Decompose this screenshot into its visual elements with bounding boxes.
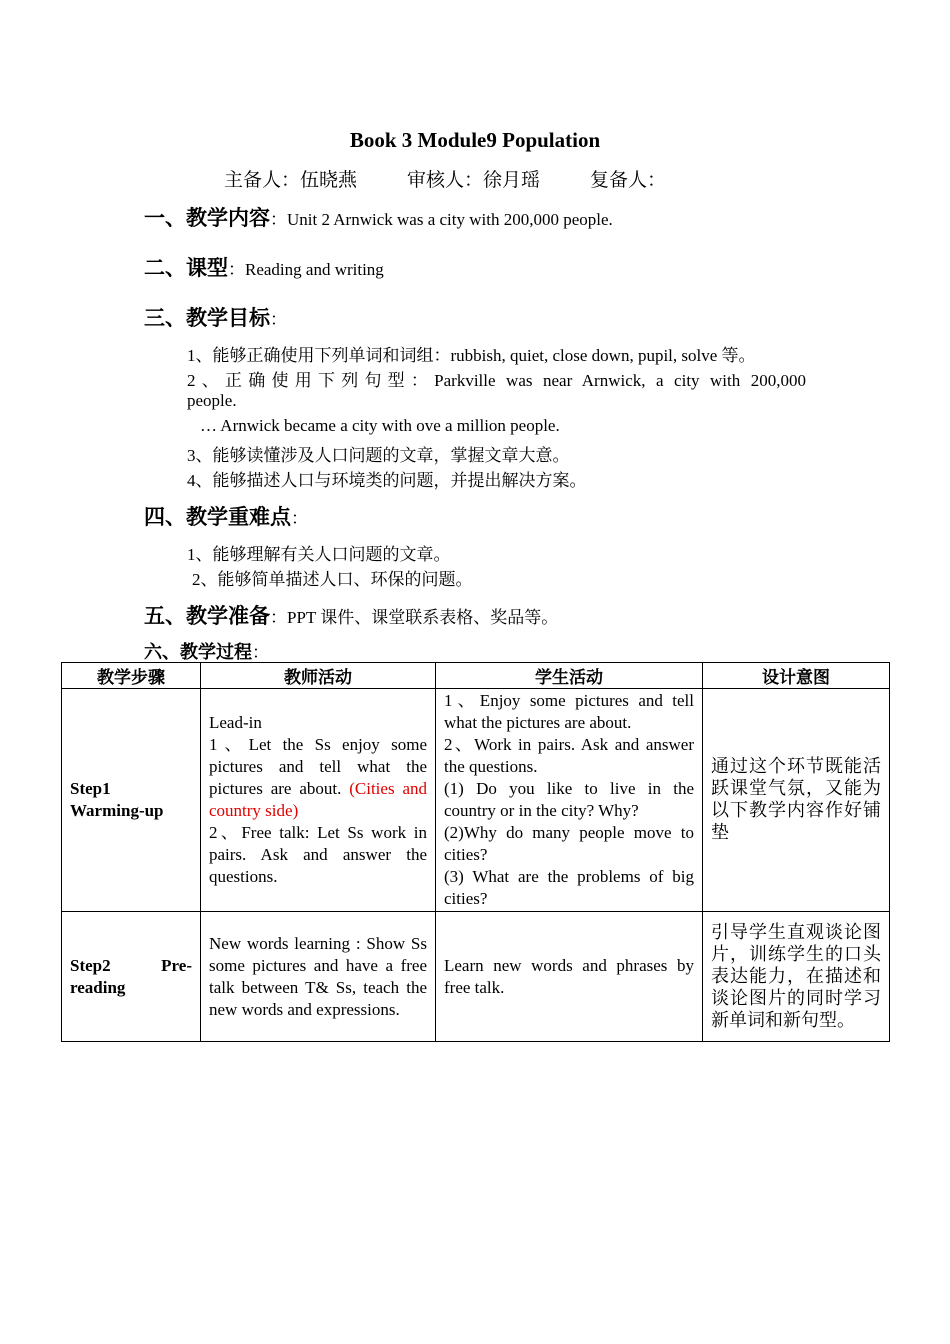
section-colon: ：: [252, 643, 269, 662]
section-preparation: [144, 600, 558, 630]
section-heading: 六、教学过程: [144, 642, 252, 663]
header-teacher: 教师活动: [201, 663, 436, 689]
student-line: (2)Why do many people move to cities?: [444, 823, 694, 864]
student-line: 1、Enjoy some pictures and tell what the pictures are about.: [444, 691, 694, 732]
student-line: 2、Work in pairs. Ask and answer the questions.: [444, 735, 694, 776]
section-key-points: [144, 501, 308, 531]
header-step: 教学步骤: [62, 663, 201, 689]
teacher-line: Lead-in: [209, 713, 262, 732]
header-student: 学生活动: [436, 663, 703, 689]
design-intent-cell: 通过这个环节既能活跃课堂气氛，又能为以下教学内容作好铺垫: [703, 689, 890, 912]
process-table: [61, 662, 890, 1042]
teacher-line: 1、Let the Ss enjoy some pictures and tell what the pictures are about.: [209, 735, 427, 798]
goal-item: 3、能够读懂涉及人口问题的文章，掌握文章大意。: [187, 446, 570, 465]
section-process: [144, 638, 269, 664]
goal-item: 2、正确使用下列句型：Parkville was near Arnwick, a city with 200,000: [187, 371, 806, 390]
reviewer: 审核人：徐月瑶: [407, 169, 541, 191]
student-activity-cell: [436, 689, 703, 912]
step-cell: Step2 Pre-reading: [62, 912, 201, 1042]
table-row: [62, 912, 890, 1042]
step-name: Warming-up: [70, 801, 164, 820]
step-cell: [62, 689, 201, 912]
section-colon: ：: [270, 310, 287, 329]
table-header-row: [62, 663, 890, 689]
section-text: ：PPT 课件、课堂联系表格、奖品等。: [270, 608, 559, 627]
goal-item: 4、能够描述人口与环境类的问题，并提出解决方案。: [187, 471, 587, 490]
header-intent: 设计意图: [703, 663, 890, 689]
preparers-line: [224, 165, 716, 192]
document-title: Book 3 Module9 Population: [349, 128, 601, 152]
section-type: [144, 252, 384, 282]
section-text: ：Reading and writing: [228, 260, 384, 279]
section-heading: 五、教学准备: [144, 604, 270, 628]
section-heading: 二、课型: [144, 256, 228, 280]
design-intent-cell: 引导学生直观谈论图片，训练学生的口头表达能力，在描述和谈论图片的同时学习新单词和新句型。: [703, 912, 890, 1042]
section-heading: 四、教学重难点: [144, 505, 291, 529]
section-text: ：Unit 2 Arnwick was a city with 200,000 people.: [270, 210, 613, 229]
co-preparer: 复备人：: [590, 169, 667, 191]
step-label: Step1: [70, 779, 111, 798]
section-goals: [144, 302, 287, 332]
teacher-line: 2、Free talk: Let Ss work in pairs. Ask and answer the questions.: [209, 823, 427, 886]
main-preparer: 主备人：伍晓燕: [224, 169, 358, 191]
key-point-item: 1、能够理解有关人口问题的文章。: [187, 545, 451, 564]
section-heading: 一、教学内容: [144, 206, 270, 230]
student-activity-cell: Learn new words and phrases by free talk.: [436, 912, 703, 1042]
section-colon: ：: [291, 509, 308, 528]
goal-item: people.: [187, 391, 237, 410]
section-heading: 三、教学目标: [144, 306, 270, 330]
student-line: (1) Do you like to live in the country or in the city? Why?: [444, 779, 694, 820]
goal-item: 1、能够正确使用下列单词和词组：rubbish, quiet, close down, pupil, solve 等。: [187, 346, 756, 365]
goal-item: … Arnwick became a city with ove a million people.: [200, 416, 560, 435]
teacher-highlight: (Cities and country side): [209, 779, 427, 820]
table-row: [62, 689, 890, 912]
teacher-activity-cell: New words learning : Show Ss some pictures and have a free talk between T& Ss, teach the new words and expressions.: [201, 912, 436, 1042]
teacher-activity-cell: [201, 689, 436, 912]
key-point-item: 2、能够简单描述人口、环保的问题。: [192, 570, 473, 589]
section-content: [144, 202, 613, 232]
student-line: (3) What are the problems of big cities?: [444, 867, 694, 908]
